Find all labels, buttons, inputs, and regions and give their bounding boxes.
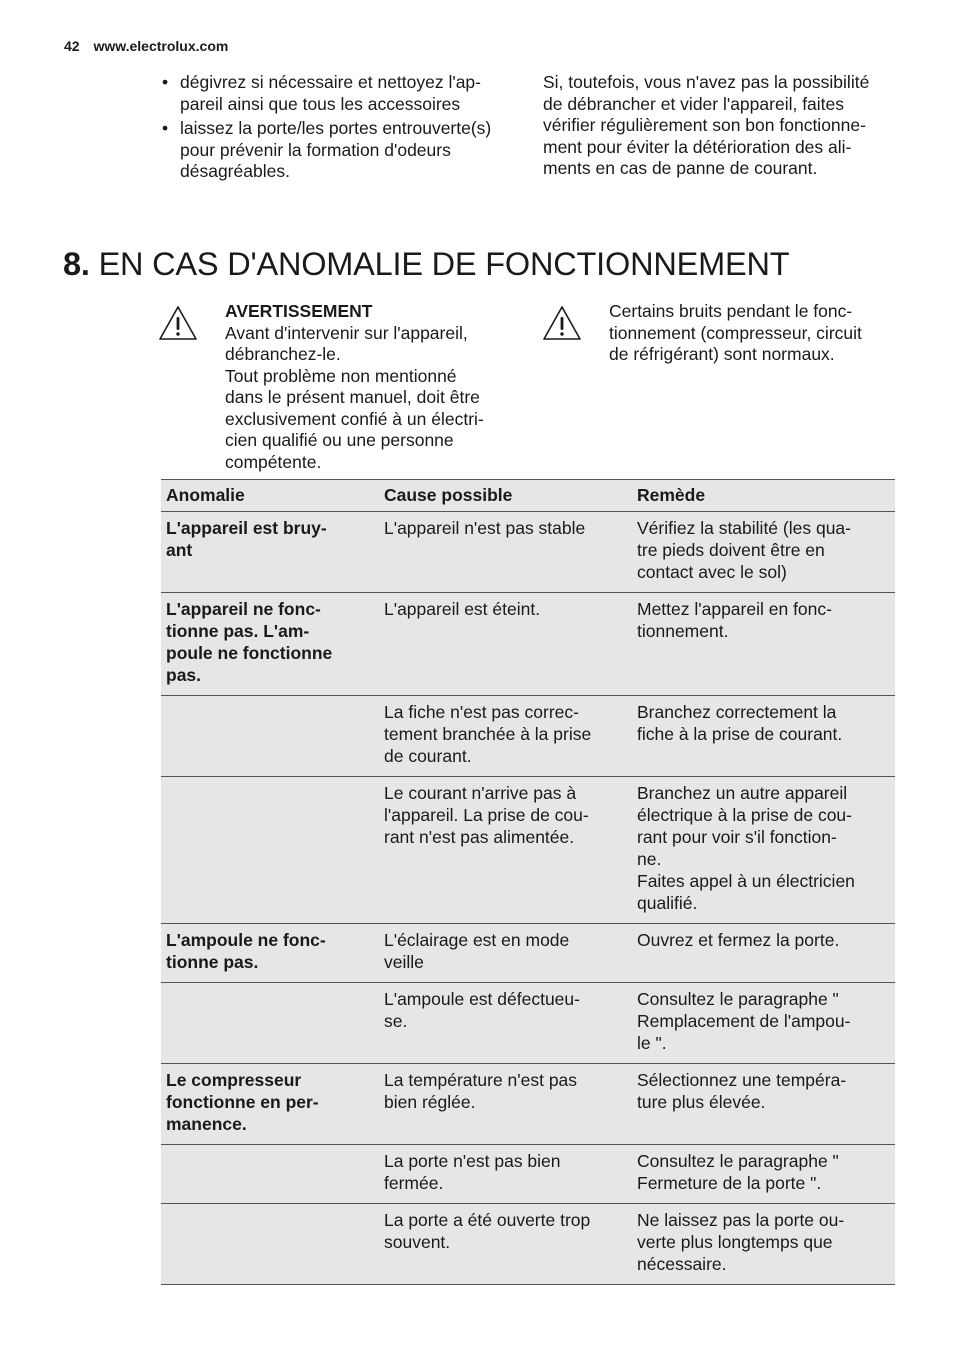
cell-line: l'appareil. La prise de cou- [384, 805, 589, 825]
cell-line: ant [166, 540, 193, 560]
cell-remedy [632, 593, 895, 696]
warning-line: compétente. [225, 451, 322, 472]
cell-line: L'ampoule ne fonc- [166, 930, 326, 950]
note-line: de réfrigérant) sont normaux. [609, 344, 835, 364]
warning-triangle-icon [542, 305, 582, 341]
cell-anomaly [161, 777, 379, 924]
paragraph-line: ment pour éviter la détérioration des ali- [543, 136, 852, 157]
cell-line: Vérifiez la stabilité (les qua- [637, 518, 851, 538]
cell-remedy [632, 1204, 895, 1285]
cell-line: pas. [166, 665, 202, 685]
table-row [161, 512, 895, 593]
cell-line: Consultez le paragraphe " [637, 989, 839, 1009]
warning-line: cien qualifié ou une personne [225, 430, 454, 450]
cell-line: fiche à la prise de courant. [637, 724, 843, 744]
website-link[interactable]: www.electrolux.com [93, 38, 229, 54]
note-line: tionnement (compresseur, circuit [609, 322, 862, 343]
list-item [162, 72, 522, 115]
cell-line: tionnement. [637, 621, 729, 641]
cell-cause [379, 777, 632, 924]
cell-line: L'appareil est bruy- [166, 518, 327, 538]
warning-box [158, 301, 528, 473]
table-row [161, 777, 895, 924]
cell-line: Le compresseur [166, 1070, 302, 1090]
cell-cause [379, 512, 632, 593]
table-row [161, 1204, 895, 1285]
cell-line: le ". [637, 1033, 667, 1053]
warning-body [225, 323, 528, 474]
bullet-text-line: • laissez la porte/les portes entrouverte(s) [180, 118, 492, 138]
bullet-text-line: pareil ainsi que tous les accessoires [180, 93, 461, 114]
table-body [161, 512, 895, 1285]
note-text [609, 301, 902, 366]
cell-line: nécessaire. [637, 1254, 727, 1274]
cell-anomaly [161, 593, 379, 696]
cell-line: qualifié. [637, 893, 698, 913]
cell-line: L'ampoule est défectueu- [384, 989, 580, 1009]
paragraph-line: vérifier régulièrement son bon fonctionne- [543, 115, 866, 135]
cell-remedy [632, 924, 895, 983]
cell-anomaly [161, 696, 379, 777]
cell-line: de courant. [384, 746, 472, 766]
section-title [63, 244, 789, 284]
cell-line: électrique à la prise de cou- [637, 805, 852, 825]
cell-line: bien réglée. [384, 1092, 476, 1112]
cell-remedy [632, 512, 895, 593]
bullet-text-line: désagréables. [180, 161, 290, 181]
warning-triangle-icon [158, 305, 198, 341]
page-header [64, 38, 228, 54]
cell-cause [379, 983, 632, 1064]
cell-cause [379, 1204, 632, 1285]
header-cause: Cause possible [379, 480, 632, 512]
cell-cause [379, 924, 632, 983]
intro-bullets-column [162, 72, 522, 186]
cell-remedy [632, 983, 895, 1064]
table-header-row [161, 480, 895, 512]
intro-right-column [543, 72, 903, 180]
section-title-text: EN CAS D'ANOMALIE DE FONCTIONNEMENT [98, 246, 790, 282]
paragraph-line: ments en cas de panne de courant. [543, 158, 818, 178]
cell-line: Ne laissez pas la porte ou- [637, 1210, 845, 1230]
paragraph-line: de débrancher et vider l'appareil, faites [543, 93, 845, 114]
warning-line: Tout problème non mentionné [225, 365, 457, 386]
cell-remedy [632, 1064, 895, 1145]
header-remedy: Remède [632, 480, 895, 512]
cell-anomaly [161, 512, 379, 593]
troubleshooting-table [161, 479, 895, 1285]
cell-remedy [632, 696, 895, 777]
cell-line: poule ne fonctionne [166, 643, 333, 663]
cell-anomaly [161, 1064, 379, 1145]
cell-line: se. [384, 1011, 408, 1031]
bullet-text-line: • dégivrez si nécessaire et nettoyez l'ap- [180, 72, 481, 92]
cell-line: Le courant n'arrive pas à [384, 783, 577, 803]
cell-line: tionne pas. [166, 952, 259, 972]
cell-line: L'éclairage est en mode [384, 930, 570, 950]
section-number: 8. [63, 246, 90, 282]
cell-line: tionne pas. L'am- [166, 621, 310, 641]
cell-cause [379, 696, 632, 777]
cell-line: La porte n'est pas bien [384, 1151, 561, 1171]
cell-cause [379, 593, 632, 696]
cell-anomaly [161, 1204, 379, 1285]
cell-line: La température n'est pas [384, 1070, 578, 1090]
cell-line: verte plus longtemps que [637, 1232, 833, 1252]
cell-line: Remplacement de l'ampou- [637, 1011, 851, 1031]
cell-line: L'appareil n'est pas stable [384, 518, 586, 538]
warning-line: débranchez-le. [225, 344, 341, 364]
cell-line: La porte a été ouverte trop [384, 1210, 591, 1230]
bullet-text-line: pour prévenir la formation d'odeurs [180, 139, 451, 160]
cell-line: Consultez le paragraphe " [637, 1151, 839, 1171]
cell-line: Branchez un autre appareil [637, 783, 848, 803]
cell-line: souvent. [384, 1232, 451, 1252]
table-row [161, 696, 895, 777]
table-row [161, 593, 895, 696]
cell-line: rant n'est pas alimentée. [384, 827, 575, 847]
intro-bullet-list [162, 72, 522, 183]
cell-remedy [632, 777, 895, 924]
cell-line: L'appareil ne fonc- [166, 599, 321, 619]
cell-anomaly [161, 924, 379, 983]
cell-line: Faites appel à un électricien [637, 871, 855, 891]
cell-line: rant pour voir s'il fonction- [637, 827, 837, 847]
warning-line: dans le présent manuel, doit être [225, 387, 480, 407]
intro-paragraph [543, 72, 903, 180]
cell-line: contact avec le sol) [637, 562, 787, 582]
cell-line: Sélectionnez une tempéra- [637, 1070, 847, 1090]
cell-line: manence. [166, 1114, 247, 1134]
cell-line: Mettez l'appareil en fonc- [637, 599, 832, 619]
cell-remedy [632, 1145, 895, 1204]
cell-line: L'appareil est éteint. [384, 599, 541, 619]
cell-line: La fiche n'est pas correc- [384, 702, 579, 722]
table-row [161, 1145, 895, 1204]
note-box [542, 301, 902, 366]
warning-line: Avant d'intervenir sur l'appareil, [225, 322, 468, 343]
list-item [162, 118, 522, 183]
cell-line: fonctionne en per- [166, 1092, 319, 1112]
header-anomaly: Anomalie [161, 480, 379, 512]
table-row [161, 924, 895, 983]
warning-text [225, 301, 528, 473]
page-number: 42 [64, 38, 80, 54]
cell-line: Branchez correctement la [637, 702, 837, 722]
table-row [161, 983, 895, 1064]
note-line: Certains bruits pendant le fonc- [609, 301, 853, 321]
cell-cause [379, 1064, 632, 1145]
cell-line: ne. [637, 849, 662, 869]
cell-line: veille [384, 952, 424, 972]
cell-line: Fermeture de la porte ". [637, 1173, 822, 1193]
cell-anomaly [161, 983, 379, 1064]
cell-line: tre pieds doivent être en [637, 540, 825, 560]
cell-anomaly [161, 1145, 379, 1204]
table-row [161, 1064, 895, 1145]
cell-line: fermée. [384, 1173, 444, 1193]
cell-line: Ouvrez et fermez la porte. [637, 930, 840, 950]
warning-line: exclusivement confié à un électri- [225, 408, 484, 429]
warning-title: AVERTISSEMENT [225, 301, 373, 321]
cell-line: ture plus élevée. [637, 1092, 766, 1112]
paragraph-line: Si, toutefois, vous n'avez pas la possibilité [543, 72, 870, 92]
cell-line: tement branchée à la prise [384, 724, 592, 744]
cell-cause [379, 1145, 632, 1204]
